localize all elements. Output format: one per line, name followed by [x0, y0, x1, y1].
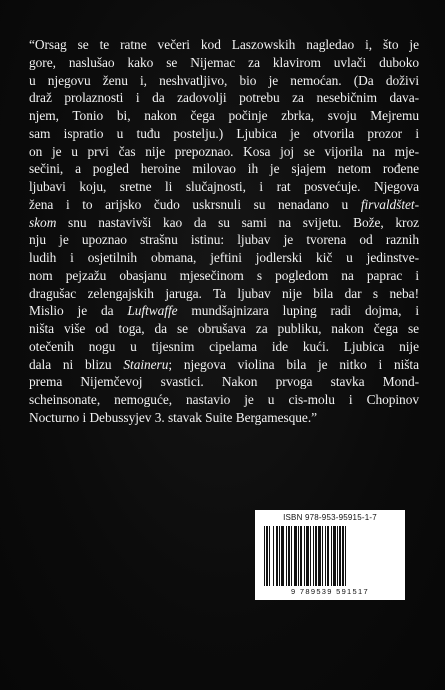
- blurb-line: nju je upoznao strašnu istinu: ljubav je tvorena od raznih: [29, 232, 419, 248]
- barcode-bar: [322, 526, 323, 586]
- blurb-line: žena i to arijsko čudo uskrsnuli su nenadano u firvaldštet-: [29, 196, 419, 212]
- barcode-bar: [315, 526, 317, 586]
- blurb-line: on je u prvi čas nije prepoznao. Kosa joj se vijorila na mje-: [29, 143, 419, 159]
- barcode-bar: [327, 526, 329, 586]
- barcode-bar: [318, 526, 321, 586]
- blurb-line: dragušac zelengajskih jaruga. Ta ljubav nije bila dar s neba!: [29, 285, 419, 301]
- barcode-bar: [276, 526, 278, 586]
- blurb-line: ljubavi koju, sretne li slučajnosti, i rat posvećuje. Njegova: [29, 179, 419, 194]
- isbn-label: ISBN 978-953-95915-1-7: [283, 513, 377, 522]
- barcode-bar: [331, 526, 332, 586]
- barcode-bar: [273, 526, 274, 586]
- blurb-line: sam ispratio u tuđu postelju.) Ljubica je otvorila prozor i: [29, 125, 419, 141]
- blurb-line: “Orsag se te ratne večeri kod Laszowskih nagledao i, što je: [29, 37, 419, 52]
- blurb-line: nom pejzažu obasjanu mjesečinom s pogledom na paprac i: [29, 267, 419, 283]
- blurb-line: Nocturno i Debussyjev 3. stavak Suite Bergamesque.”: [29, 409, 318, 425]
- blurb-line: otečenih nogu u tijesnim cipelama ide kući. Ljubica nije: [29, 338, 419, 354]
- isbn-barcode: [255, 510, 405, 600]
- barcode-bar: [294, 526, 297, 586]
- barcode-bar: [281, 526, 284, 586]
- blurb-line: prema Nijemčevoj svastici. Nakon prvoga stavka Mond-: [29, 374, 419, 390]
- barcode-bar: [279, 526, 280, 586]
- barcode-bar: [306, 526, 309, 586]
- blurb-line: u njegovu ženu i, neshvatljivo, bio je nemoćan. (Da doživi: [29, 72, 419, 88]
- barcode-bars: [262, 526, 398, 586]
- blurb-line: scheinsonate, nemoguće, nastavio je u cis-molu i Chopinov: [29, 392, 419, 407]
- blurb-line: sečini, a pogled heroine milovao ih je sjajem netom rođene: [29, 161, 419, 177]
- blurb-line: Mislio je da Luftwaffe mundšajnizara luping radi dojma, i: [29, 303, 420, 319]
- barcode-bar: [325, 526, 326, 586]
- barcode-bar: [345, 526, 346, 586]
- blurb-line: ništa više od toga, da se obrušava za publiku, nakon čega se: [29, 321, 419, 336]
- barcode-bar: [298, 526, 299, 586]
- blurb-line: gore, naslušao kako se Nijemac za klavirom uvlači duboko: [29, 54, 419, 70]
- barcode-bar: [300, 526, 302, 586]
- barcode-bar: [333, 526, 336, 586]
- barcode-bar: [304, 526, 305, 586]
- barcode-bar: [269, 526, 270, 586]
- barcode-bar: [288, 526, 290, 586]
- barcode-bar: [291, 526, 292, 586]
- back-cover-blurb: [29, 36, 419, 427]
- blurb-line: ludih i osjetilnih obmana, jeftini jodlerski kič u jedinstve-: [29, 250, 419, 265]
- barcode-bar: [313, 526, 314, 586]
- barcode-bar: [266, 526, 268, 586]
- blurb-line: draž prolaznosti i da zadovolji potrebu za nesebičnim dava-: [29, 90, 419, 106]
- blurb-line: skom snu nastavivši kao da su sami na svijetu. Bože, kroz: [29, 214, 419, 230]
- blurb-line: dala ni blizu Staineru; njegova violina bila je nitko i ništa: [29, 356, 419, 372]
- barcode-bar: [342, 526, 344, 586]
- barcode-bar: [337, 526, 338, 586]
- barcode-bar: [264, 526, 265, 586]
- barcode-digits: 9 789539 591517: [291, 587, 369, 596]
- blurb-line: njem, Tonio bi, nakon čega počinje zbrka, svoju Mejremu: [29, 108, 419, 123]
- barcode-bar: [286, 526, 287, 586]
- barcode-bar: [339, 526, 341, 586]
- barcode-bar: [310, 526, 311, 586]
